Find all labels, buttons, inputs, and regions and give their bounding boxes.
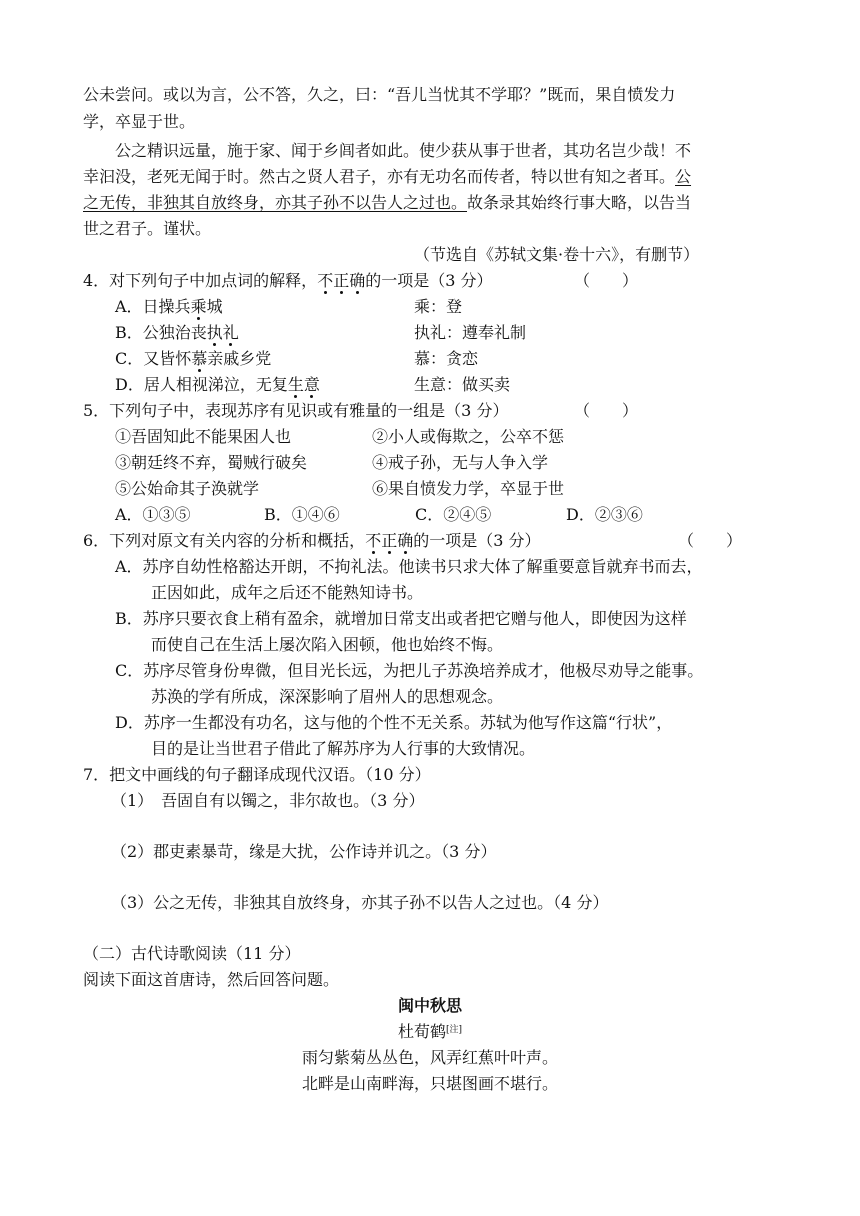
emphasis-char: 生 xyxy=(287,375,304,394)
passage-line: 世之君子。谨状。 xyxy=(83,219,212,238)
section-instruction: 阅读下面这首唐诗，然后回答问题。 xyxy=(83,970,340,989)
section-heading: （二）古代诗歌阅读（11 分） xyxy=(83,944,301,963)
emphasis-char: 礼 xyxy=(222,323,239,342)
passage-source: （节选自《苏轼文集·卷十六》，有删节） xyxy=(414,245,700,264)
emphasis-char: 慕 xyxy=(191,349,208,368)
poem-title: 闽中秋思 xyxy=(397,996,462,1015)
q4-stem xyxy=(83,270,493,292)
emphasis-char: 正 xyxy=(381,531,398,550)
q6-stem-text: 的一项是（3 分） xyxy=(413,531,541,550)
q5-item: ②小人或侮欺之，公卒不惩 xyxy=(372,427,565,446)
underlined-sentence: 公 xyxy=(675,167,692,186)
poem-line: 雨匀紫菊丛丛色，风弄红蕉叶叶声。 xyxy=(301,1048,558,1067)
q6-option-d: D．苏序一生都没有功名，这与他的个性不无关系。苏轼为他写作这篇“行状”， xyxy=(115,713,673,732)
emphasis-char: 正 xyxy=(333,271,350,290)
q4-option-c-expl: 慕：贪恋 xyxy=(414,349,479,368)
poem-line: 北畔是山南畔海，只堪图画不堪行。 xyxy=(301,1074,558,1093)
poem-author xyxy=(0,1021,860,1043)
emphasis-char: 执 xyxy=(206,323,223,342)
q4-option-b: B．公独治丧执礼 xyxy=(115,323,239,342)
q4-option-a-expl: 乘：登 xyxy=(414,297,463,316)
q7-stem: 7．把文中画线的句子翻译成现代汉语。（10 分） xyxy=(83,765,431,784)
q6-stem-text: 6．下列对原文有关内容的分析和概括， xyxy=(83,531,366,550)
q6-option-b-cont: 而使自己在生活上屡次陷入困顿，他也始终不悔。 xyxy=(151,635,504,654)
q5-choice-a: A．①③⑤ xyxy=(115,505,191,524)
passage-line: 学，卒显于世。 xyxy=(83,112,196,131)
q6-option-b: B．苏序只要衣食上稍有盈余，就增加日常支出或者把它赠与他人，即使因为这样 xyxy=(115,609,687,628)
poem-note-marker: [注] xyxy=(445,1025,463,1035)
emphasis-char: 确 xyxy=(397,531,414,550)
q5-answer-paren: （ ） xyxy=(574,401,639,420)
passage-text: 故条录其始终行事大略，以告当 xyxy=(467,193,692,212)
q6-option-c: C．苏序尽管身份卑微，但目光长远，为把儿子苏涣培养成才，他极尽劝导之能事。 xyxy=(115,661,704,680)
emphasis-char: 意 xyxy=(303,375,320,394)
passage-line: 公未尝问。或以为言，公不答，久之，曰：“吾儿当忧其不学耶？”既而，果自愤发力 xyxy=(83,85,676,104)
emphasis-char: 不 xyxy=(365,531,382,550)
q4-option-d: D．居人相视涕泣，无复生意 xyxy=(115,375,320,394)
q4-stem-text: 4．对下列句子中加点词的解释， xyxy=(83,271,318,290)
q5-item: ①吾固知此不能果困人也 xyxy=(115,427,292,446)
passage-line xyxy=(83,192,691,214)
underlined-sentence: 之无传，非独其自放终身，亦其子孙不以告人之过也。 xyxy=(83,193,468,212)
poem-author-name: 杜荀鹤 xyxy=(397,1022,446,1041)
q5-item: ④戒子孙，无与人争入学 xyxy=(372,453,549,472)
q5-stem: 5．下列句子中，表现苏序有见识或有雅量的一组是（3 分） xyxy=(83,401,509,420)
q7-sentence-3: （3）公之无传，非独其自放终身，亦其子孙不以告人之过也。（4 分） xyxy=(111,893,609,912)
q4-stem-text: 的一项是（3 分） xyxy=(365,271,493,290)
q4-option-b-expl: 执礼：遵奉礼制 xyxy=(414,323,527,342)
q6-option-d-cont: 目的是让当世君子借此了解苏序为人行事的大致情况。 xyxy=(151,739,536,758)
emphasis-char: 乘 xyxy=(190,297,207,316)
emphasis-char: 不 xyxy=(317,271,334,290)
q6-option-a-cont: 正因如此，成年之后还不能熟知诗书。 xyxy=(151,583,424,602)
q4-option-c: C．又皆怀慕亲戚乡党 xyxy=(115,349,272,368)
q5-choice-c: C．②④⑤ xyxy=(415,505,492,524)
q5-choice-d: D．②③⑥ xyxy=(566,505,643,524)
q5-choice-b: B．①④⑥ xyxy=(264,505,340,524)
passage-text: 幸汩没，老死无闻于时。然古之贤人君子，亦有无功名而传者，特以世有知之者耳。 xyxy=(83,167,676,186)
q6-answer-paren: （ ） xyxy=(678,531,743,550)
q4-option-a: A．日操兵乘城 xyxy=(115,297,223,316)
emphasis-char: 确 xyxy=(349,271,366,290)
q7-sentence-2: （2）郡吏素暴苛，缘是大扰，公作诗并讥之。（3 分） xyxy=(111,842,497,861)
q7-sentence-1: （1） 吾固自有以镯之，非尔故也。（3 分） xyxy=(111,791,425,810)
passage-line xyxy=(83,166,691,188)
q5-item: ⑤公始命其子涣就学 xyxy=(115,479,260,498)
q4-option-d-expl: 生意：做买卖 xyxy=(414,375,511,394)
q6-stem xyxy=(83,530,541,552)
q6-option-a: A．苏序自幼性格豁达开朗，不拘礼法。他读书只求大体了解重要意旨就弃书而去， xyxy=(115,557,703,576)
q6-option-c-cont: 苏涣的学有所成，深深影响了眉州人的思想观念。 xyxy=(151,687,504,706)
q5-item: ③朝廷终不弃，蜀贼行破矣 xyxy=(115,453,308,472)
passage-line: 公之精识远量，施于家、闻于乡闾者如此。使少获从事于世者，其功名岂少哉！不 xyxy=(115,141,692,160)
q5-item: ⑥果自愤发力学，卒显于世 xyxy=(372,479,565,498)
q4-answer-paren: （ ） xyxy=(574,271,639,290)
